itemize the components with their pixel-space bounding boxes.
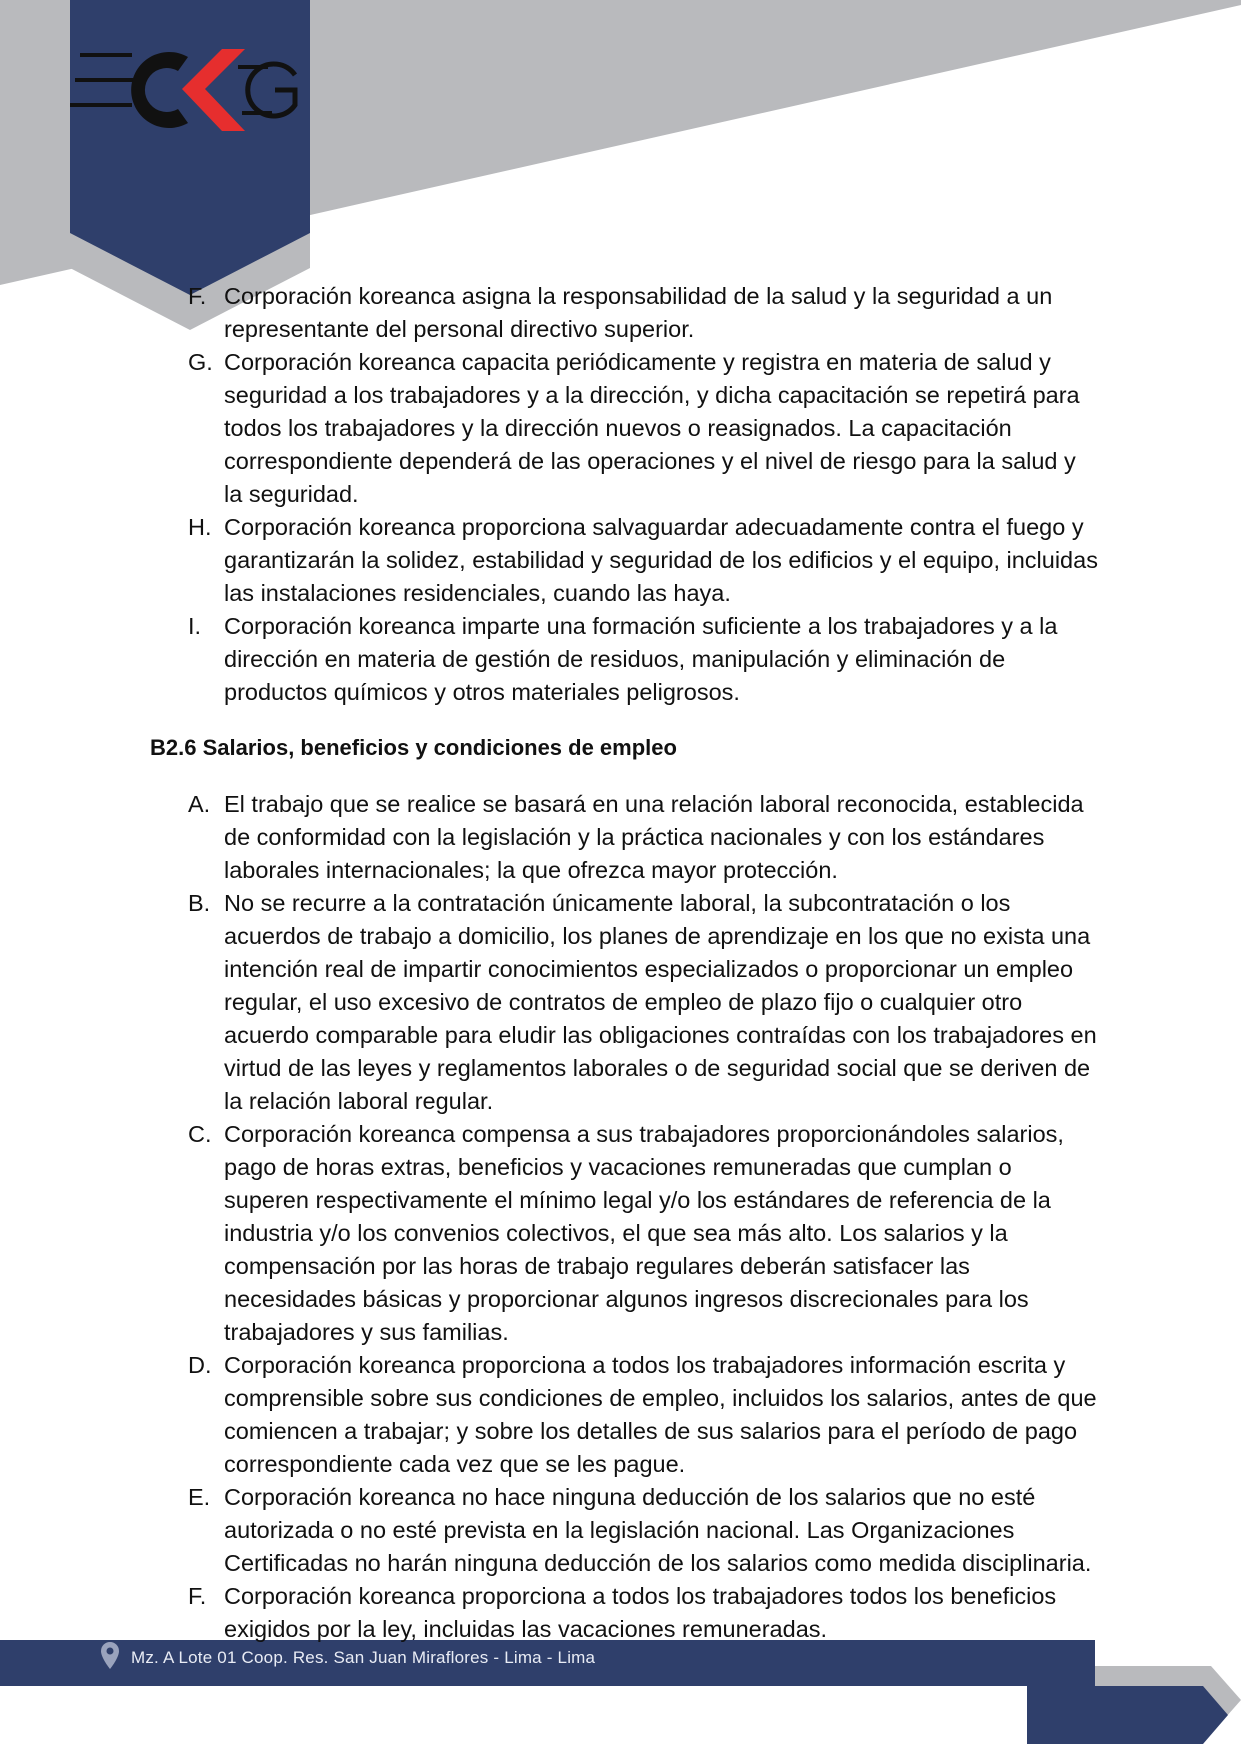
list-marker: C. [188,1121,212,1147]
list-marker: A. [188,791,211,817]
list-marker: G. [188,349,213,375]
list-item [150,610,1100,709]
list-marker: F. [188,1583,207,1609]
list-item [150,346,1100,511]
section-heading: B2.6 Salarios, beneficios y condiciones de empleo [150,735,677,760]
document-body [150,280,1100,1646]
list-marker: F. [188,283,207,309]
list-item-text: Corporación koreanca asigna la responsabilidad de la salud y la seguridad a un representante del personal directivo superior. [224,283,1053,342]
list-item-text: Corporación koreanca proporciona salvaguardar adecuadamente contra el fuego y garantizarán la solidez, estabilidad y seguridad de los edificios y el equipo, incluidas las instalaciones residenciales, cuando las haya. [224,514,1098,606]
list-item-text: El trabajo que se realice se basará en una relación laboral reconocida, establecida de conformidad con la legislación y la práctica nacionales y con los estándares laborales internacionales; la que ofrezca mayor protección. [224,791,1084,883]
list-marker: D. [188,1352,212,1378]
list-item-text: Corporación koreanca compensa a sus trabajadores proporcionándoles salarios, pago de horas extras, beneficios y vacaciones remuneradas que cumplan o superen respectivamente el mínimo legal y/o los estándares de referencia de la industria y/o los convenios colectivos, el que sea más alto. Los salarios y la compensación por las horas de trabajo regulares deberán satisfacer las necesidades básicas y proporcionar algunos ingresos discrecionales para los trabajadores y sus familias. [224,1121,1064,1345]
list-marker: B. [188,890,211,916]
list-item-text: Corporación koreanca imparte una formación suficiente a los trabajadores y a la dirección en materia de gestión de residuos, manipulación y eliminación de productos químicos y otros materiales peligrosos. [224,613,1058,705]
wages-list [150,788,1100,1646]
footer-arrow [1027,1686,1228,1744]
footer-address: Mz. A Lote 01 Coop. Res. San Juan Miraflores - Lima - Lima [131,1648,596,1667]
list-item-text: Corporación koreanca capacita periódicamente y registra en materia de salud y seguridad a los trabajadores y a la dirección, y dicha capacitación se repetirá para todos los trabajadores y la dirección nuevos o reasignados. La capacitación correspondiente dependerá de las operaciones y el nivel de riesgo para la salud y la seguridad. [224,349,1080,507]
list-item-text: Corporación koreanca proporciona a todos los trabajadores información escrita y comprensible sobre sus condiciones de empleo, incluidos los salarios, antes de que comiencen a trabajar; y sobre los detalles de sus salarios para el período de pago correspondiente cada vez que se les pague. [224,1352,1097,1477]
list-item [150,511,1100,610]
list-marker: E. [188,1484,211,1510]
location-pin-icon [100,1642,120,1670]
list-marker: H. [188,514,212,540]
list-item [150,1349,1100,1481]
list-marker: I. [188,613,202,639]
company-logo [70,45,300,135]
list-item [150,887,1100,1118]
safety-list [150,280,1100,709]
list-item [150,1481,1100,1580]
list-item-text: Corporación koreanca no hace ninguna deducción de los salarios que no esté autorizada o no esté prevista en la legislación nacional. Las Organizaciones Certificadas no harán ninguna deducción de los salarios como medida disciplinaria. [224,1484,1092,1576]
list-item [150,280,1100,346]
list-item-text: No se recurre a la contratación únicamente laboral, la subcontratación o los acuerdos de trabajo a domicilio, los planes de aprendizaje en los que no exista una intención real de impartir conocimientos especializados o proporcionar un empleo regular, el uso excesivo de contratos de empleo de plazo fijo o cualquier otro acuerdo comparable para eludir las obligaciones contraídas con los trabajadores en virtud de las leyes y reglamentos laborales o de seguridad social que se deriven de la relación laboral regular. [224,890,1097,1114]
list-item [150,1580,1100,1646]
list-item [150,788,1100,887]
list-item-text: Corporación koreanca proporciona a todos los trabajadores todos los beneficios exigidos por la ley, incluidas las vacaciones remuneradas. [224,1583,1057,1642]
list-item [150,1118,1100,1349]
